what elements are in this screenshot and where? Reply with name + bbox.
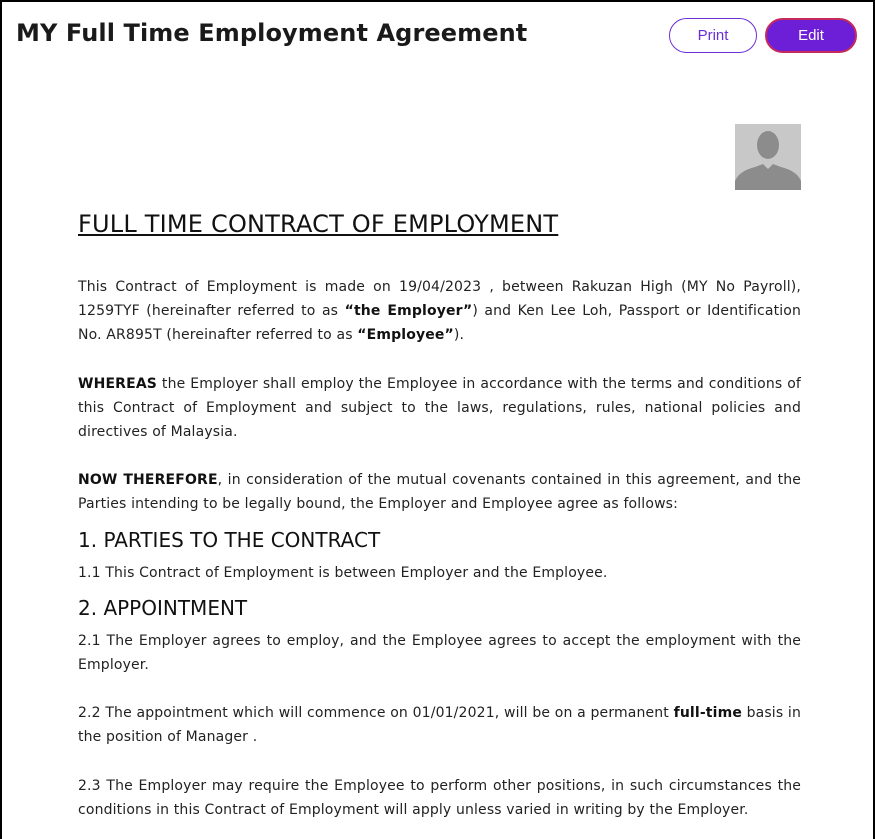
full-time-term: full-time	[673, 705, 742, 721]
intro-text-3: ).	[453, 327, 465, 343]
whereas-text: the Employer shall employ the Employee in accordance with the terms and conditions of this Contract of Employment and subject to the laws, regulations, rules, national policies and directives of Malaysia.	[78, 376, 801, 440]
employee-term: “Employee”	[357, 327, 454, 343]
avatar	[735, 124, 801, 190]
edit-button[interactable]: Edit	[765, 18, 857, 53]
print-button[interactable]: Print	[669, 18, 757, 53]
clause-2-3: 2.3 The Employer may require the Employee to perform other positions, in such circumstances the conditions in this Contract of Employment will apply unless varied in writing by the Employer.	[78, 778, 801, 818]
person-silhouette-icon	[735, 124, 801, 190]
clause-2-2-text-1: 2.2 The appointment which will commence on 01/01/2021, will be on a permanent	[78, 705, 674, 721]
clause-2-2	[78, 701, 801, 749]
whereas-label: WHEREAS	[78, 376, 158, 392]
clause-1-1: 1.1 This Contract of Employment is between Employer and the Employee.	[78, 565, 608, 581]
page-title: MY Full Time Employment Agreement	[16, 19, 528, 47]
section-1-title: 1. PARTIES TO THE CONTRACT	[78, 528, 381, 552]
employer-term: “the Employer”	[344, 303, 473, 319]
clause-2-2-text-2: basis in the position of Manager .	[78, 705, 801, 745]
now-therefore-label: NOW THEREFORE	[78, 472, 218, 488]
section-2-title: 2. APPOINTMENT	[78, 596, 248, 620]
intro-text-2: ) and Ken Lee Loh, Passport or Identification No. AR895T (hereinafter referred to as	[78, 303, 802, 343]
intro-paragraph	[78, 275, 801, 347]
contract-heading: FULL TIME CONTRACT OF EMPLOYMENT	[78, 210, 559, 238]
intro-text-1: This Contract of Employment is made on 19/04/2023 , between Rakuzan High (MY No Payroll), 1259TYF (hereinafter referred to as	[78, 279, 801, 319]
now-therefore-text: , in consideration of the mutual covenants contained in this agreement, and the Parties intending to be legally bound, the Employer and Employee agree as follows:	[78, 472, 802, 512]
clause-2-1: 2.1 The Employer agrees to employ, and the Employee agrees to accept the employment with the Employer.	[78, 633, 801, 673]
whereas-paragraph	[78, 372, 801, 444]
now-therefore-paragraph	[78, 468, 801, 516]
